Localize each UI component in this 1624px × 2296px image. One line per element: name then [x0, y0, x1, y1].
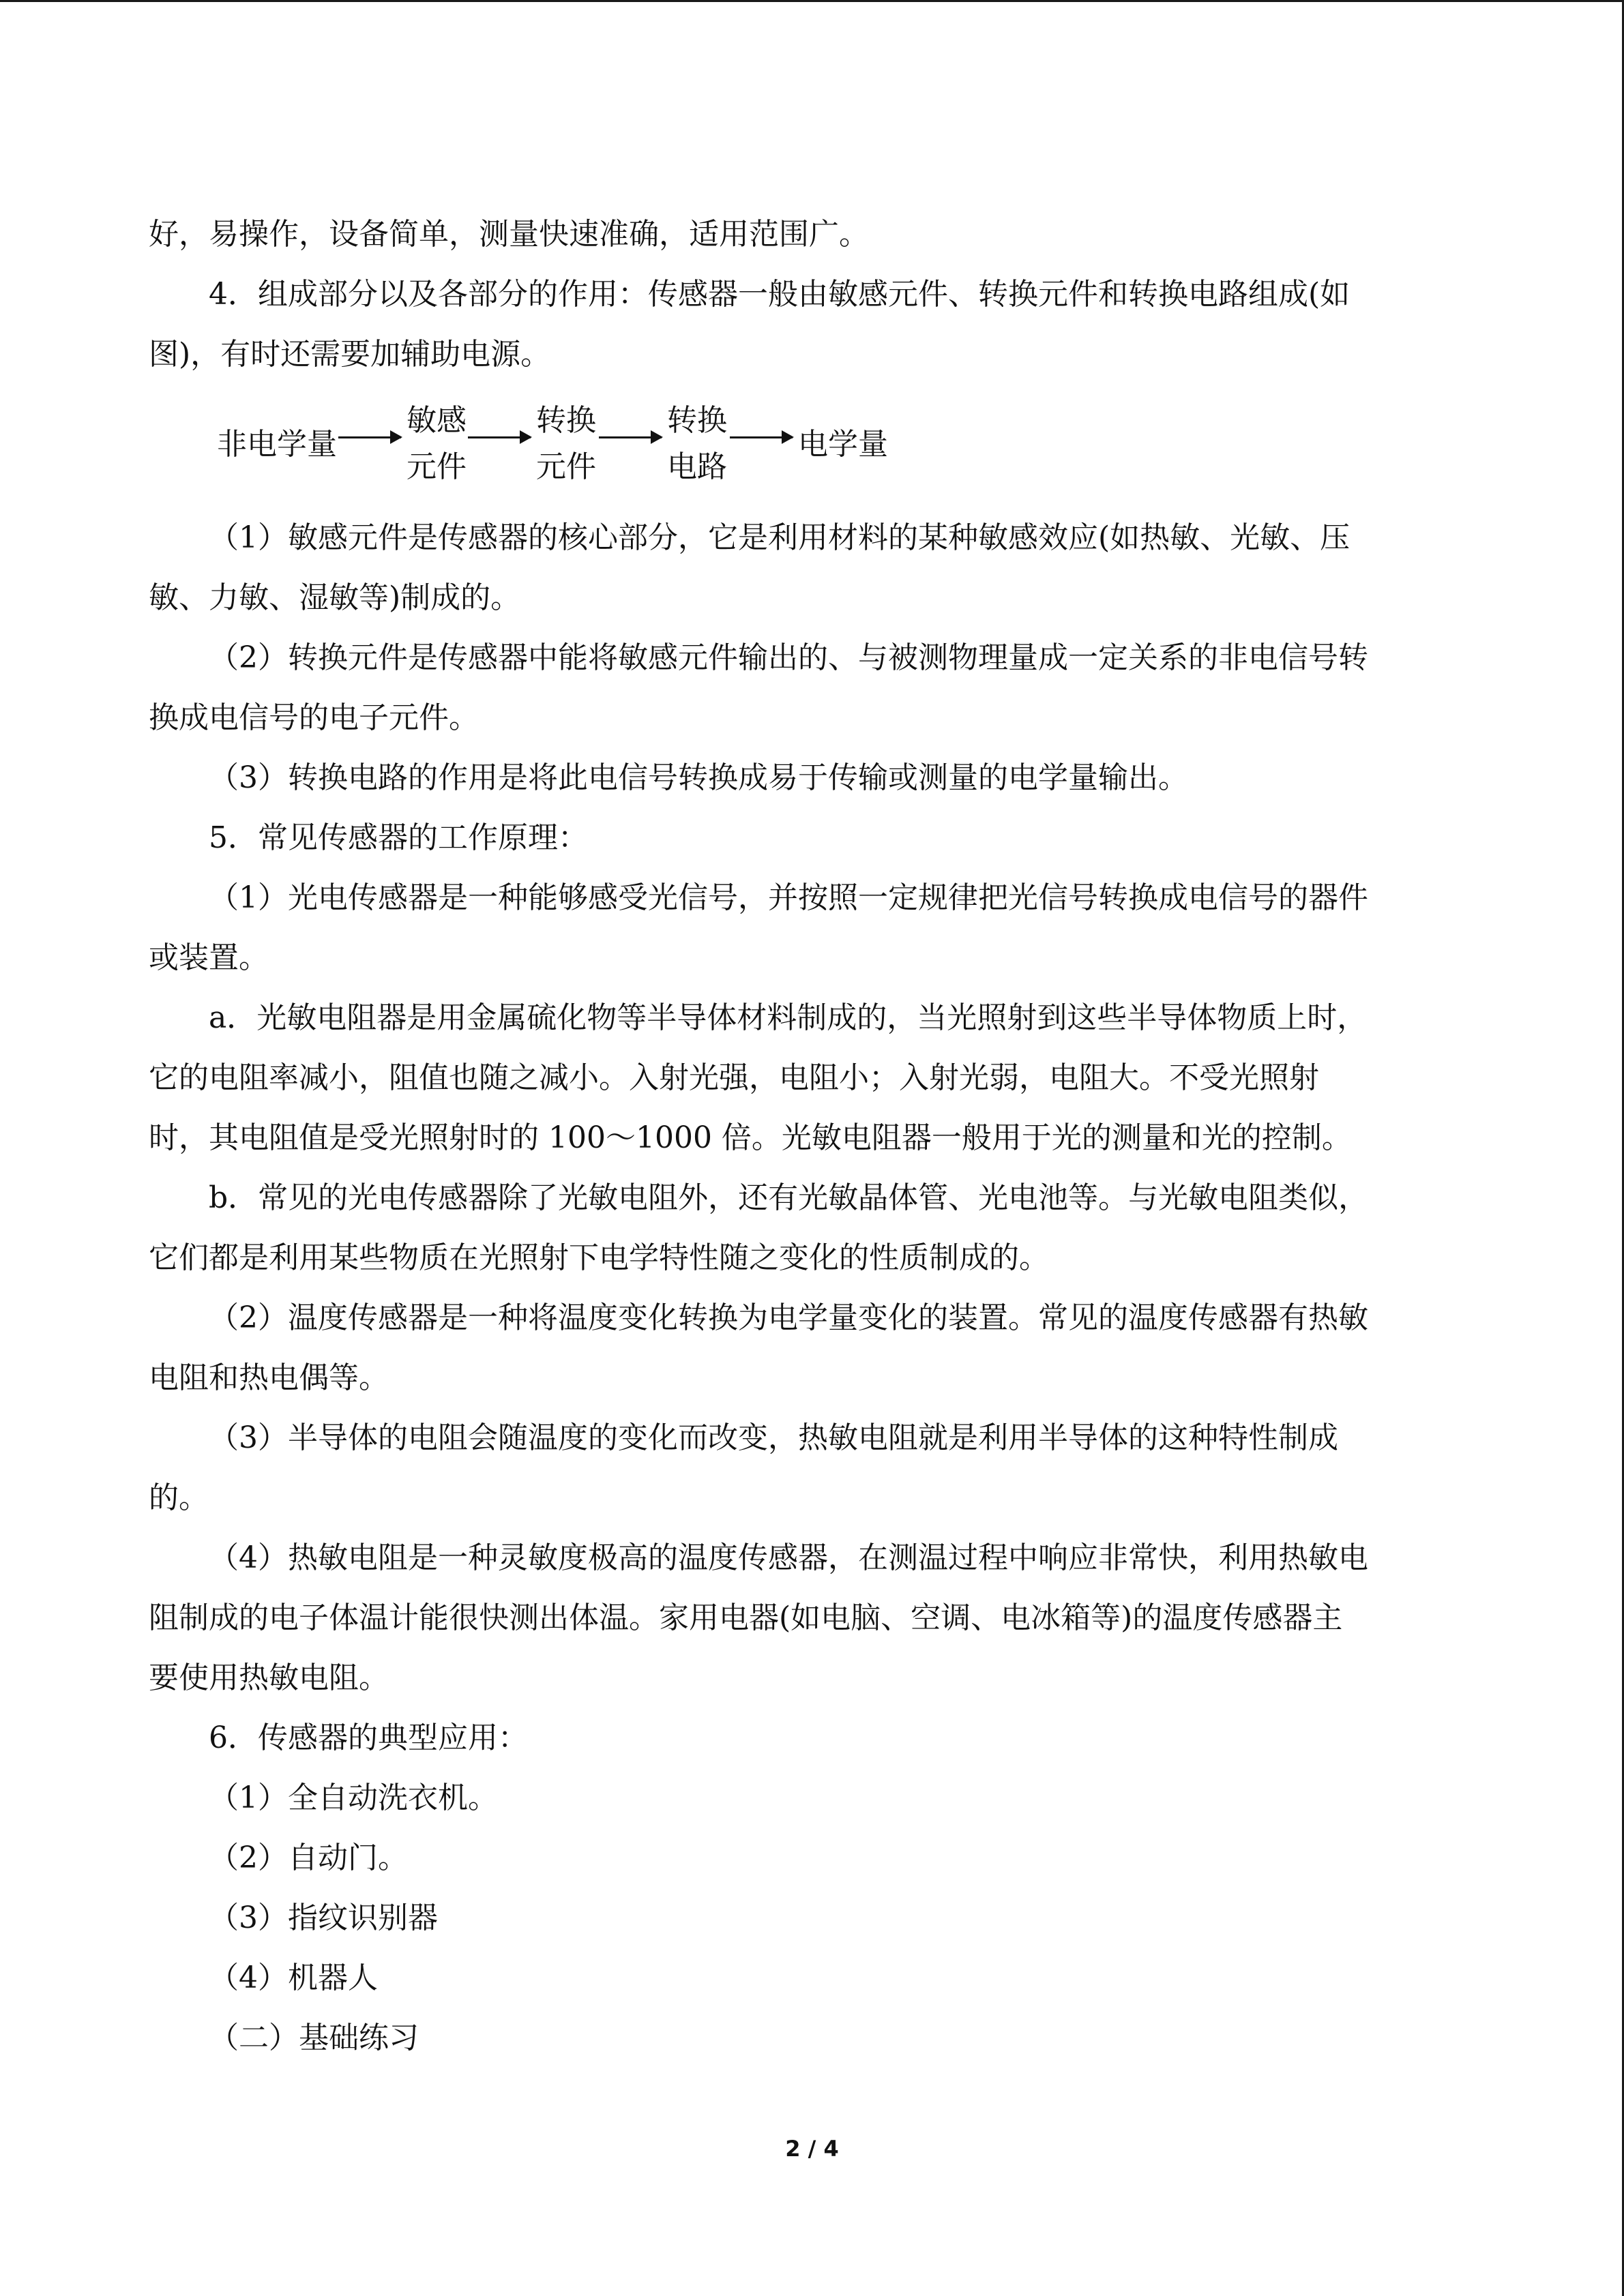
paragraph-line: 6．传感器的典型应用：: [209, 1720, 528, 1755]
paragraph-line: 4．组成部分以及各部分的作用：传感器一般由敏感元件、转换元件和转换电路组成(如: [209, 277, 1350, 312]
paragraph-line: a．光敏电阻器是用金属硫化物等半导体材料制成的，当光照射到这些半导体物质上时，: [209, 1000, 1368, 1035]
paragraph-line: 它的电阻率减小，阻值也随之减小。入射光强，电阻小；入射光弱，电阻大。不受光照射: [149, 1060, 1319, 1095]
diagram-circuit-top: 转换: [667, 403, 727, 438]
paragraph-line: （1）光电传感器是一种能够感受光信号，并按照一定规律把光信号转换成电信号的器件: [209, 880, 1368, 915]
paragraph-line: （3）转换电路的作用是将此电信号转换成易于传输或测量的电学量输出。: [209, 760, 1188, 795]
arrow-icon: [730, 436, 793, 438]
diagram-sensing-top: 敏感: [407, 403, 467, 438]
diagram-input-label: 非电学量: [217, 427, 337, 462]
paragraph-line: （3）指纹识别器: [209, 1900, 438, 1935]
paragraph-line: （2）温度传感器是一种将温度变化转换为电学量变化的装置。常见的温度传感器有热敏: [209, 1300, 1368, 1335]
paragraph-line: （2）转换元件是传感器中能将敏感元件输出的、与被测物理量成一定关系的非电信号转: [209, 640, 1368, 675]
paragraph-line: 时，其电阻值是受光照射时的 100～1000 倍。光敏电阻器一般用于光的测量和光的控制。: [149, 1120, 1352, 1155]
diagram-convert-top: 转换: [536, 403, 596, 438]
paragraph-line: （2）自动门。: [209, 1840, 408, 1875]
diagram-output-label: 电学量: [798, 427, 888, 462]
paragraph-line: 5．常见传感器的工作原理：: [209, 820, 588, 855]
paragraph-line: （3）半导体的电阻会随温度的变化而改变，热敏电阻就是利用半导体的这种特性制成: [209, 1420, 1338, 1455]
page-number: 2 / 4: [785, 2136, 839, 2162]
arrow-icon: [468, 436, 531, 438]
paragraph-line: 电阻和热电偶等。: [149, 1360, 389, 1395]
paragraph-line: 图)，有时还需要加辅助电源。: [149, 337, 551, 372]
sensor-composition-diagram: [217, 396, 1104, 491]
paragraph-line: （1）敏感元件是传感器的核心部分，它是利用材料的某种敏感效应(如热敏、光敏、压: [209, 520, 1350, 555]
paragraph-line: 的。: [149, 1480, 209, 1515]
paragraph-line: b．常见的光电传感器除了光敏电阻外，还有光敏晶体管、光电池等。与光敏电阻类似，: [209, 1180, 1369, 1215]
diagram-circuit-bottom: 电路: [667, 449, 727, 484]
top-border: [0, 0, 1624, 2]
paragraph-line: （1）全自动洗衣机。: [209, 1780, 498, 1815]
paragraph-line: 它们都是利用某些物质在光照射下电学特性随之变化的性质制成的。: [149, 1240, 1049, 1275]
paragraph-line: （4）机器人: [209, 1960, 378, 1995]
section-heading: （二）基础练习: [209, 2021, 419, 2055]
diagram-sensing-bottom: 元件: [407, 449, 467, 484]
arrow-icon: [338, 436, 401, 438]
paragraph-line: 敏、力敏、湿敏等)制成的。: [149, 580, 521, 615]
paragraph-line: 要使用热敏电阻。: [149, 1660, 389, 1695]
paragraph-line: 好，易操作，设备简单，测量快速准确，适用范围广。: [149, 217, 869, 252]
paragraph-line: （4）热敏电阻是一种灵敏度极高的温度传感器，在测温过程中响应非常快，利用热敏电: [209, 1540, 1368, 1575]
paragraph-line: 换成电信号的电子元件。: [149, 700, 479, 735]
arrow-icon: [599, 436, 662, 438]
diagram-convert-bottom: 元件: [536, 449, 596, 484]
paragraph-line: 阻制成的电子体温计能很快测出体温。家用电器(如电脑、空调、电冰箱等)的温度传感器主: [149, 1600, 1343, 1635]
paragraph-line: 或装置。: [149, 940, 269, 975]
